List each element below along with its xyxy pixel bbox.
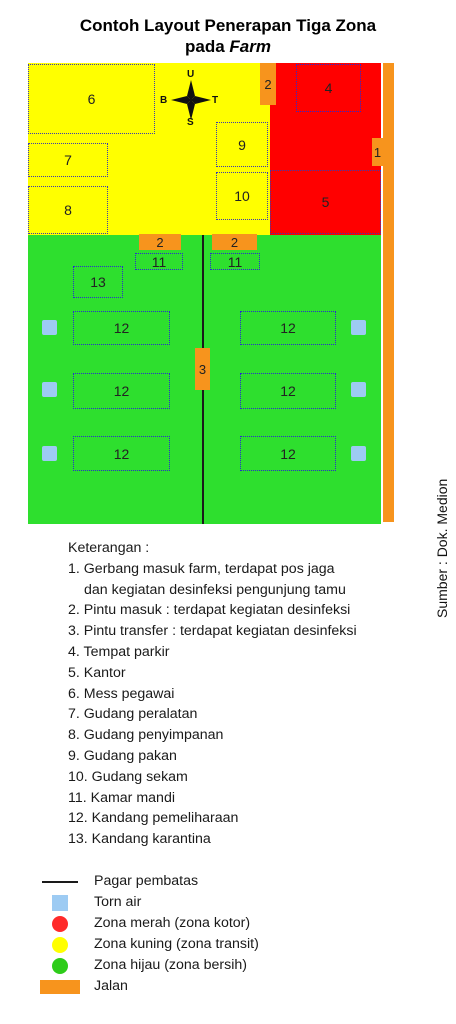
legend-item: 7. Gudang peralatan — [68, 706, 198, 723]
key-row-road — [38, 977, 338, 997]
building-6: 6 — [28, 64, 155, 134]
building-7: 7 — [28, 143, 108, 177]
building-13: 13 — [73, 266, 123, 298]
water-tank-icon — [42, 446, 57, 461]
building-8: 8 — [28, 186, 108, 234]
legend-item: 12. Kandang pemeliharaan — [68, 810, 239, 827]
compass-north-label: U — [187, 69, 195, 80]
green-zone-icon — [38, 956, 82, 976]
building-11-left: 11 — [135, 253, 183, 270]
legend-item: 8. Gudang penyimpanan — [68, 727, 224, 744]
building-10: 10 — [216, 172, 268, 220]
building-12-right-3: 12 — [240, 436, 336, 471]
page-subtitle: pada Farm — [185, 37, 271, 56]
legend-item: 6. Mess pegawai — [68, 685, 175, 702]
building-9: 9 — [216, 122, 268, 167]
key-label-red: Zona merah (zona kotor) — [94, 915, 251, 931]
water-tank-icon — [351, 320, 366, 335]
source-credit: Sumber : Dok. Medion — [434, 478, 450, 618]
legend-item: 10. Gudang sekam — [68, 768, 188, 785]
building-12-left-2: 12 — [73, 373, 170, 409]
building-12-left-1: 12 — [73, 311, 170, 345]
building-12-right-2: 12 — [240, 373, 336, 409]
legend-item: dan kegiatan desinfeksi pengunjung tamu — [84, 581, 346, 598]
legend-item: 4. Tempat parkir — [68, 643, 170, 660]
legend-item: 5. Kantor — [68, 664, 126, 681]
legend-item: 1. Gerbang masuk farm, terdapat pos jaga — [68, 560, 335, 577]
key-row-yellow — [38, 935, 338, 955]
compass-west-label: B — [160, 95, 168, 106]
legend-item: 3. Pintu transfer : terdapat kegiatan desinfeksi — [68, 623, 357, 640]
key-label-road: Jalan — [94, 978, 128, 994]
water-tank-icon — [351, 446, 366, 461]
key-row-fence — [38, 872, 338, 892]
compass-south-label: S — [187, 117, 194, 128]
water-tank-icon — [38, 893, 82, 913]
compass-icon — [169, 78, 213, 122]
yellow-zone-icon — [38, 935, 82, 955]
key-label-yellow: Zona kuning (zona transit) — [94, 936, 259, 952]
building-4: 4 — [296, 64, 361, 112]
road-entrance-2-top: 2 — [260, 63, 276, 105]
key-row-red — [38, 914, 338, 934]
road-gate-1: 1 — [372, 138, 383, 166]
water-tank-icon — [351, 382, 366, 397]
fence-line-icon — [38, 872, 82, 892]
water-tank-icon — [42, 320, 57, 335]
road-entrance-2-left: 2 — [139, 234, 181, 250]
page-title: Contoh Layout Penerapan Tiga Zona — [79, 16, 377, 35]
key-row-tank — [38, 893, 338, 913]
road-icon — [38, 977, 82, 997]
building-12-left-3: 12 — [73, 436, 170, 471]
legend-item: 2. Pintu masuk : terdapat kegiatan desinfeksi — [68, 602, 351, 619]
building-5: 5 — [270, 170, 381, 234]
legend-item: 9. Gudang pakan — [68, 747, 177, 764]
red-zone-icon — [38, 914, 82, 934]
key-label-fence: Pagar pembatas — [94, 873, 199, 889]
legend-heading: Keterangan : — [68, 540, 150, 556]
legend-item: 11. Kamar mandi — [68, 789, 175, 806]
building-11-right: 11 — [210, 253, 260, 270]
legend-list — [68, 538, 357, 850]
key-label-green: Zona hijau (zona bersih) — [94, 957, 247, 973]
building-12-right-1: 12 — [240, 311, 336, 345]
road-entrance-2-right: 2 — [212, 234, 257, 250]
road-east-strip — [383, 63, 394, 522]
road-transfer-3: 3 — [195, 348, 210, 390]
key-label-tank: Torn air — [94, 894, 142, 910]
key-row-green — [38, 956, 338, 976]
legend-item: 13. Kandang karantina — [68, 831, 211, 848]
compass-east-label: T — [212, 95, 219, 106]
water-tank-icon — [42, 382, 57, 397]
